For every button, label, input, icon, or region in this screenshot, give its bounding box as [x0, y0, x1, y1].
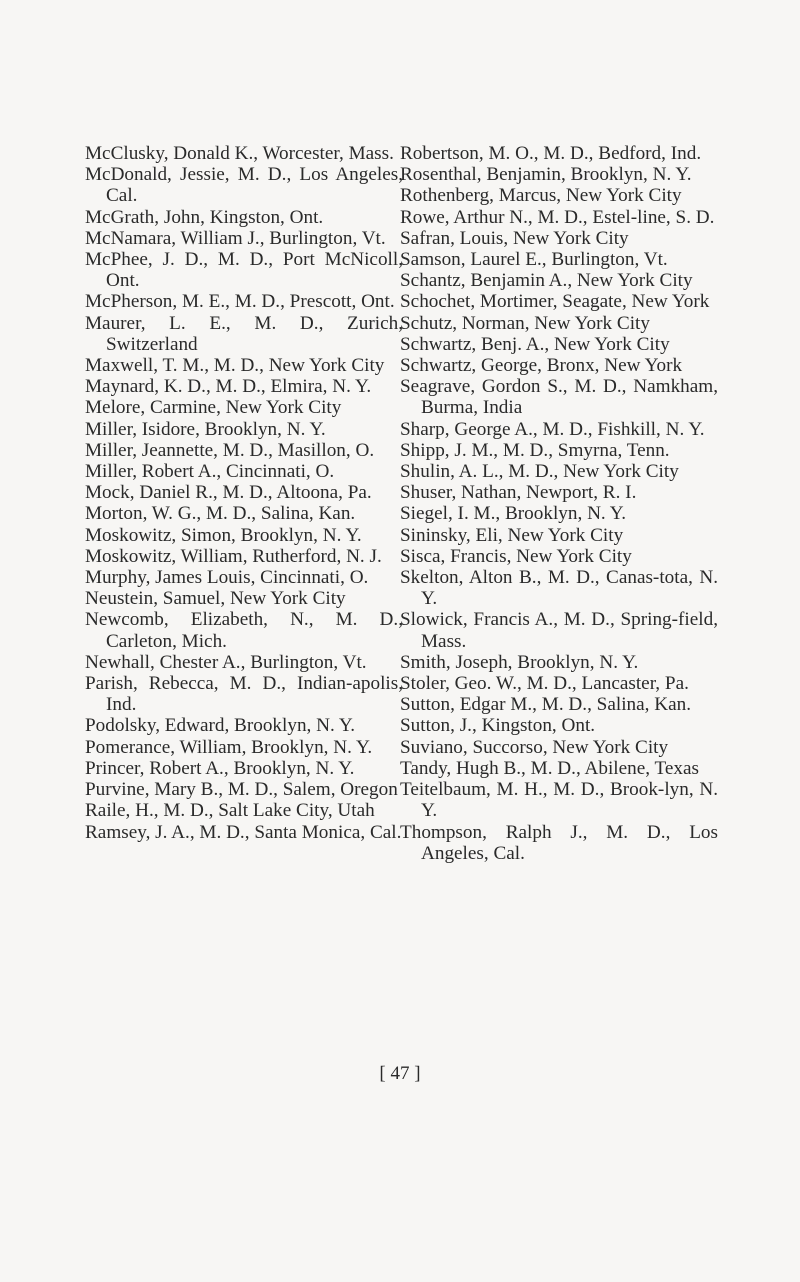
list-item: Rosenthal, Benjamin, Brooklyn, N. Y. — [400, 164, 692, 186]
list-item: Schantz, Benjamin A., New York City — [400, 270, 693, 292]
list-item: Ramsey, J. A., M. D., Santa Monica, Cal. — [85, 821, 402, 843]
list-item: Shipp, J. M., M. D., Smyrna, Tenn. — [400, 439, 670, 461]
list-item: Podolsky, Edward, Brooklyn, N. Y. — [85, 715, 356, 737]
list-item: McClusky, Donald K., Worcester, Mass. — [85, 143, 394, 164]
list-item: Miller, Jeannette, M. D., Masillon, O. — [85, 439, 375, 461]
list-item: McGrath, John, Kingston, Ont. — [85, 206, 324, 228]
list-item: Shuser, Nathan, Newport, R. I. — [400, 482, 637, 504]
list-item: Maxwell, T. M., M. D., New York City — [85, 355, 385, 377]
list-item: Moskowitz, William, Rutherford, N. J. — [85, 545, 382, 567]
list-item: Thompson, Ralph J., M. D., Los Angeles, Cal. — [400, 821, 718, 864]
list-item: Skelton, Alton B., M. D., Canas-tota, N. Y. — [400, 567, 718, 610]
list-item: Teitelbaum, M. H., M. D., Brook-lyn, N. Y. — [400, 779, 718, 822]
list-item: Schochet, Mortimer, Seagate, New York — [400, 291, 710, 313]
list-item: Morton, W. G., M. D., Salina, Kan. — [85, 503, 356, 525]
list-item: Rowe, Arthur N., M. D., Estel-line, S. D. — [400, 206, 715, 228]
list-item: Sisca, Francis, New York City — [400, 545, 632, 567]
list-item: Seagrave, Gordon S., M. D., Namkham, Burma, India — [400, 376, 718, 419]
list-item: Safran, Louis, New York City — [400, 227, 629, 249]
list-item: Robertson, M. O., M. D., Bedford, Ind. — [400, 143, 702, 164]
list-item: Sutton, Edgar M., M. D., Salina, Kan. — [400, 694, 691, 716]
list-item: Maurer, L. E., M. D., Zurich, Switzerland — [85, 312, 403, 355]
list-item: Newcomb, Elizabeth, N., M. D., Carleton, Mich. — [85, 609, 403, 652]
list-item: Melore, Carmine, New York City — [85, 397, 342, 419]
list-item: Schwartz, Benj. A., New York City — [400, 333, 670, 355]
list-item: Slowick, Francis A., M. D., Spring-field, Mass. — [400, 609, 718, 652]
list-item: Tandy, Hugh B., M. D., Abilene, Texas — [400, 757, 699, 779]
list-item: Maynard, K. D., M. D., Elmira, N. Y. — [85, 376, 372, 398]
list-item: Pomerance, William, Brooklyn, N. Y. — [85, 736, 373, 758]
list-item: Moskowitz, Simon, Brooklyn, N. Y. — [85, 524, 362, 546]
right-column — [400, 143, 718, 864]
list-item: Sininsky, Eli, New York City — [400, 524, 624, 546]
list-item: McDonald, Jessie, M. D., Los Angeles, Cal. — [85, 164, 403, 207]
list-item: Miller, Robert A., Cincinnati, O. — [85, 461, 335, 483]
list-item: McPherson, M. E., M. D., Prescott, Ont. — [85, 291, 395, 313]
page-number: [ 47 ] — [379, 1063, 421, 1084]
left-column — [85, 143, 403, 843]
list-item: Shulin, A. L., M. D., New York City — [400, 461, 679, 483]
list-item: McPhee, J. D., M. D., Port McNicoll, Ont. — [85, 249, 403, 292]
list-item: Samson, Laurel E., Burlington, Vt. — [400, 249, 668, 271]
list-item: Schwartz, George, Bronx, New York — [400, 355, 683, 377]
list-item: McNamara, William J., Burlington, Vt. — [85, 227, 386, 249]
list-item: Smith, Joseph, Brooklyn, N. Y. — [400, 651, 639, 673]
list-item: Sharp, George A., M. D., Fishkill, N. Y. — [400, 418, 705, 440]
list-item: Siegel, I. M., Brooklyn, N. Y. — [400, 503, 626, 525]
list-item: Mock, Daniel R., M. D., Altoona, Pa. — [85, 482, 372, 504]
list-item: Murphy, James Louis, Cincinnati, O. — [85, 567, 369, 589]
list-item: Sutton, J., Kingston, Ont. — [400, 715, 596, 737]
list-item: Neustein, Samuel, New York City — [85, 588, 346, 610]
list-item: Schutz, Norman, New York City — [400, 312, 650, 334]
list-item: Stoler, Geo. W., M. D., Lancaster, Pa. — [400, 673, 689, 695]
list-item: Purvine, Mary B., M. D., Salem, Oregon — [85, 779, 398, 801]
list-item: Rothenberg, Marcus, New York City — [400, 185, 682, 207]
list-item: Raile, H., M. D., Salt Lake City, Utah — [85, 800, 375, 822]
list-item: Newhall, Chester A., Burlington, Vt. — [85, 651, 367, 673]
list-item: Miller, Isidore, Brooklyn, N. Y. — [85, 418, 326, 440]
list-item: Suviano, Succorso, New York City — [400, 736, 669, 758]
list-item: Parish, Rebecca, M. D., Indian-apolis, Ind. — [85, 673, 403, 716]
list-item: Princer, Robert A., Brooklyn, N. Y. — [85, 757, 355, 779]
